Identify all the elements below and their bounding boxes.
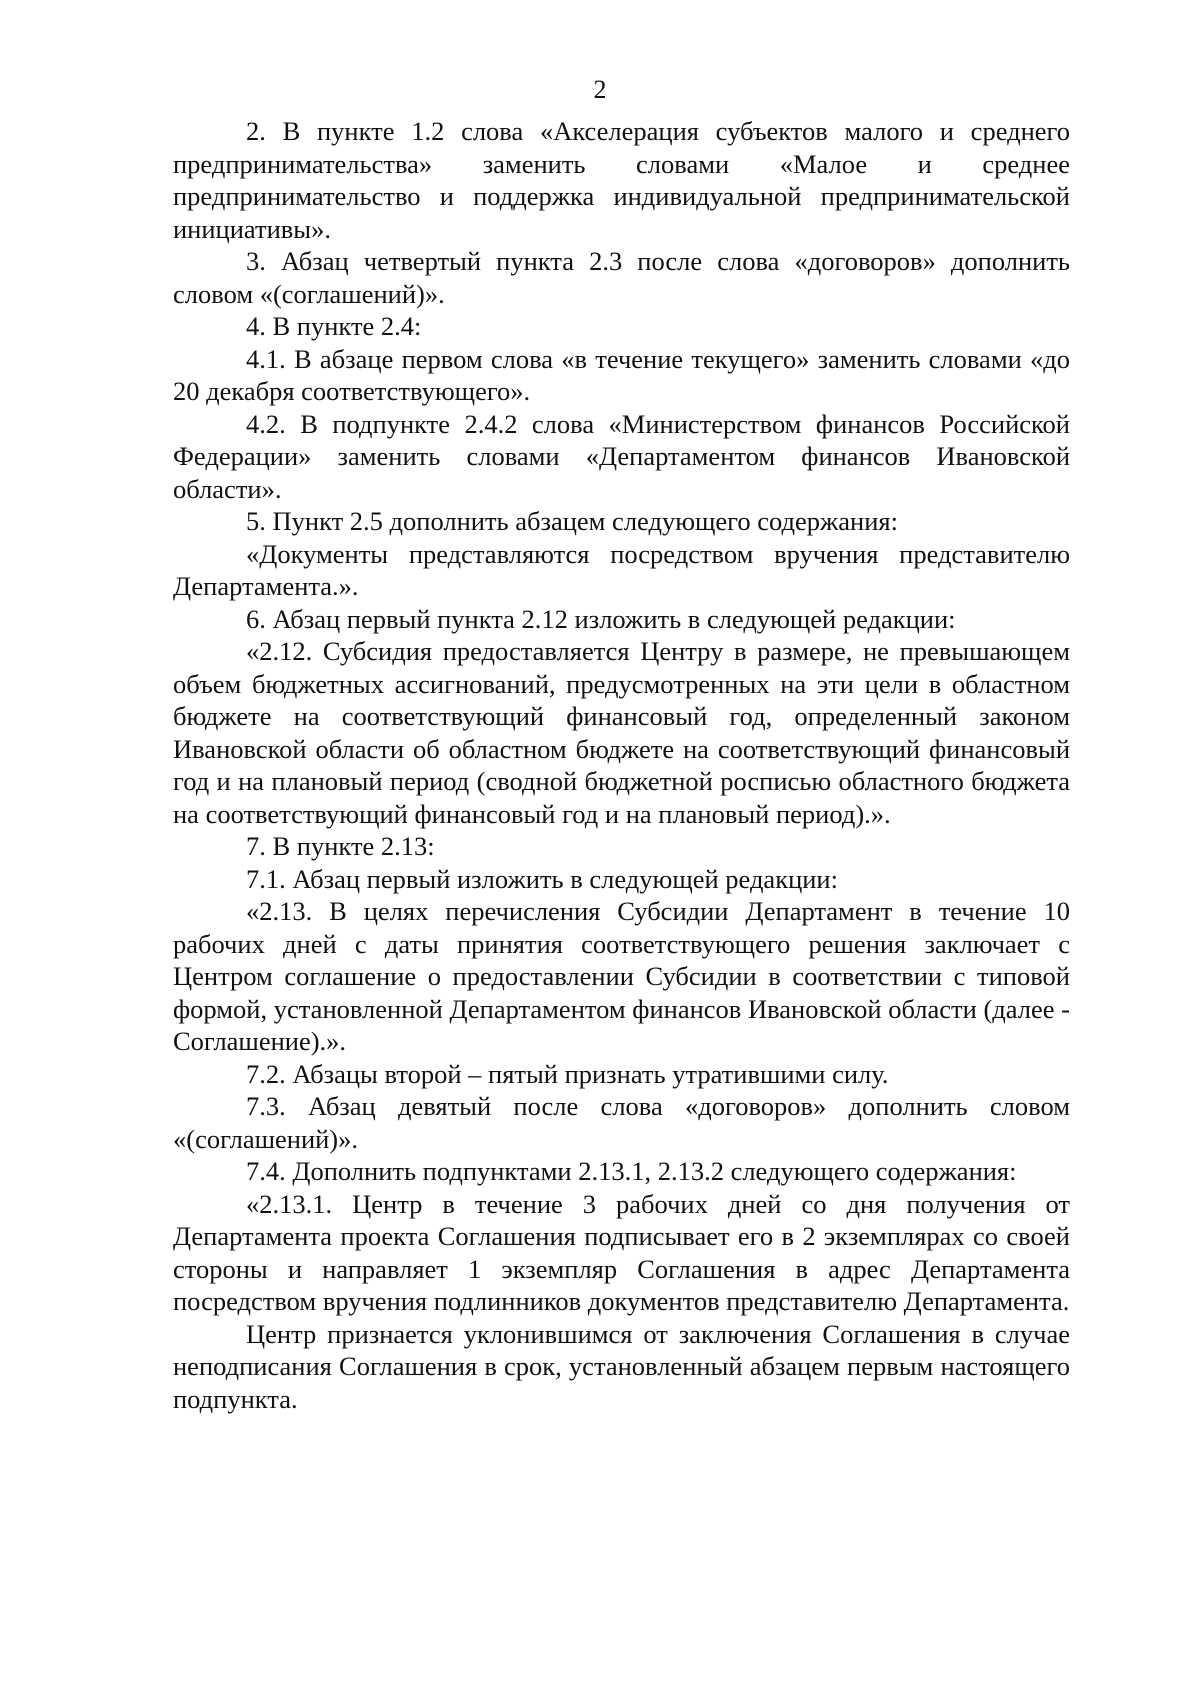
paragraph-4-2: 4.2. В подпункте 2.4.2 слова «Министерством финансов Российской Федерации» заменить словами «Департаментом финансов Ивановской области». bbox=[173, 408, 1070, 504]
paragraph-7-3: 7.3. Абзац девятый после слова «договоров» дополнить словом «(соглашений)». bbox=[173, 1091, 1070, 1154]
paragraph-7-4: 7.4. Дополнить подпунктами 2.13.1, 2.13.2 следующего содержания: bbox=[246, 1156, 1017, 1186]
paragraph-5-quote: «Документы представляются посредством вручения представителю Департамента.». bbox=[173, 538, 1070, 601]
paragraph-7-1-quote: «2.13. В целях перечисления Субсидии Департамент в течение 10 рабочих дней с даты принятия соответствующего решения заключает с Центром соглашение о предоставлении Субсидии в соответствии с типовой формой, установленной Департаментом финансов Ивановской области (далее - Соглашение).». bbox=[173, 896, 1070, 1056]
paragraph-6-quote: «2.12. Субсидия предоставляется Центру в размере, не превышающем объем бюджетных ассигнований, предусмотренных на эти цели в областном бюджете на соответствующий финансовый год, определенный законом Ивановской области об областном бюджете на соответствующий финансовый год и на плановый период (сводной бюджетной росписью областного бюджета на соответствующий финансовый год и на плановый период).». bbox=[173, 636, 1070, 829]
paragraph-3: 3. Абзац четвертый пункта 2.3 после слова «договоров» дополнить словом «(соглашений)». bbox=[173, 246, 1070, 309]
paragraph-2-13-1-evasion: Центр признается уклонившимся от заключения Соглашения в случае неподписания Соглашения в срок, установленный абзацем первым настоящего подпункта. bbox=[173, 1318, 1070, 1414]
paragraph-7-2: 7.2. Абзацы второй – пятый признать утратившими силу. bbox=[246, 1058, 889, 1089]
page-number: 2 bbox=[593, 75, 607, 104]
paragraph-7-1: 7.1. Абзац первый изложить в следующей редакции: bbox=[246, 863, 838, 894]
paragraph-4: 4. В пункте 2.4: bbox=[246, 311, 422, 341]
document-body bbox=[173, 115, 1070, 1415]
paragraph-6: 6. Абзац первый пункта 2.12 изложить в следующей редакции: bbox=[246, 603, 956, 634]
paragraph-5: 5. Пункт 2.5 дополнить абзацем следующего содержания: bbox=[246, 506, 898, 536]
paragraph-4-1: 4.1. В абзаце первом слова «в течение текущего» заменить словами «до 20 декабря соответствующего». bbox=[173, 343, 1070, 406]
paragraph-2-13-1-quote: «2.13.1. Центр в течение 3 рабочих дней со дня получения от Департамента проекта Соглашения подписывает его в 2 экземплярах со своей стороны и направляет 1 экземпляр Соглашения в адрес Департамента посредством вручения подлинников документов представителю Департамента. bbox=[173, 1188, 1070, 1316]
paragraph-2: 2. В пункте 1.2 слова «Акселерация субъектов малого и среднего предпринимательства» заменить словами «Малое и среднее предпринимательство и поддержка индивидуальной предпринимательской инициативы». bbox=[173, 116, 1070, 244]
paragraph-7: 7. В пункте 2.13: bbox=[246, 831, 435, 861]
